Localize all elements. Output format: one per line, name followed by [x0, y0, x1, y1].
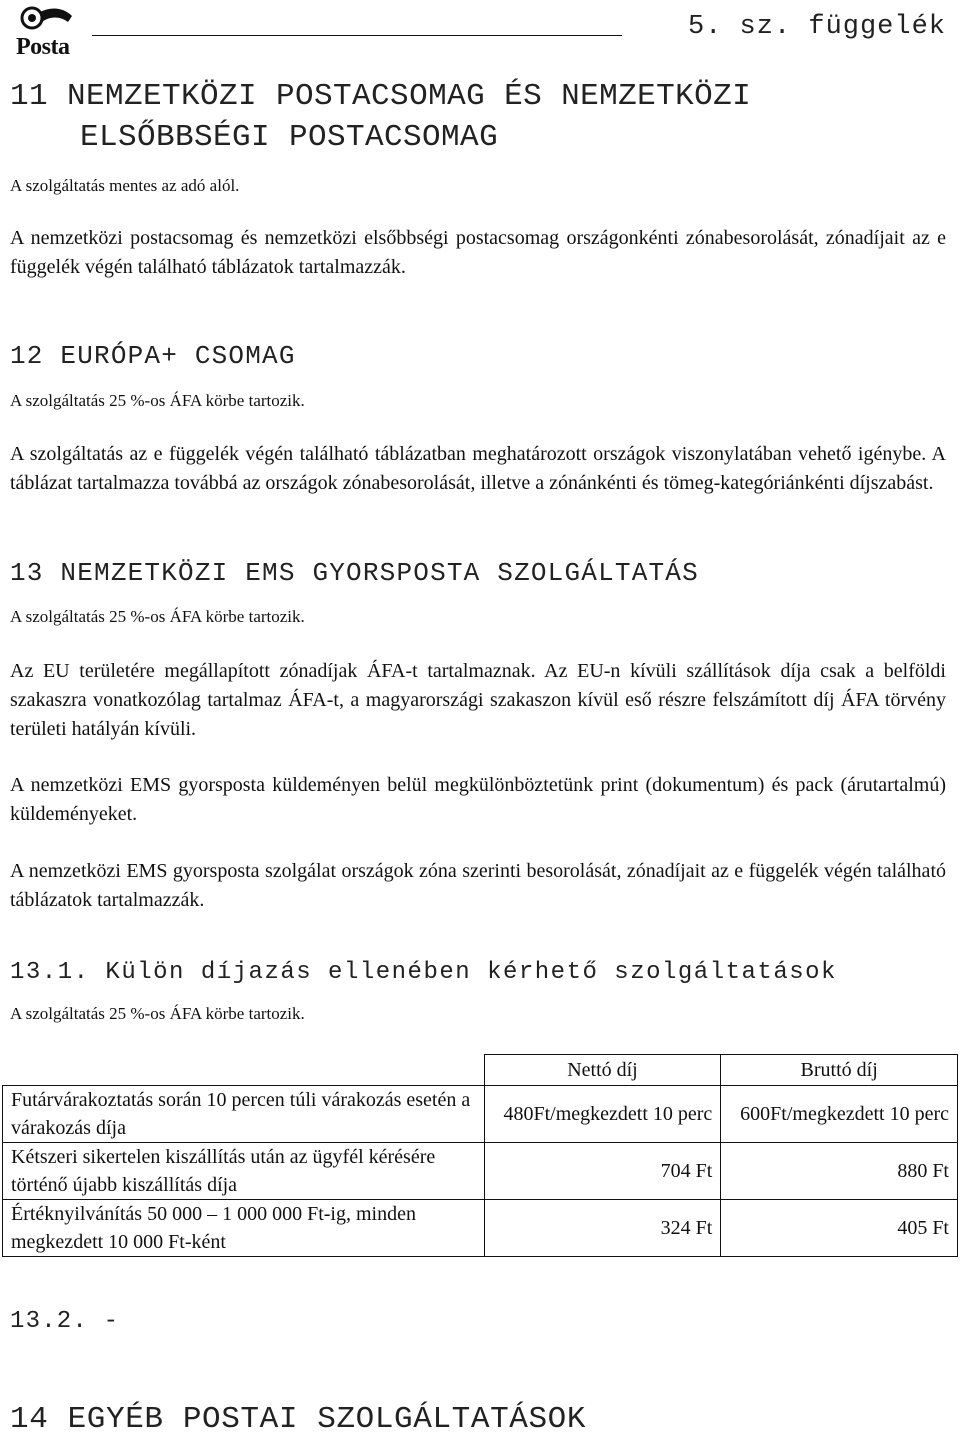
- table-cell-net: 480Ft/megkezdett 10 perc: [484, 1086, 721, 1143]
- section-14-title: 14 EGYÉB POSTAI SZOLGÁLTATÁSOK: [10, 1402, 587, 1437]
- table-header-gross: Bruttó díj: [721, 1055, 958, 1086]
- table-row: [3, 1086, 958, 1143]
- section-13-paragraph-1: Az EU területére megállapított zónadíjak ÁFA-t tartalmaznak. Az EU-n kívüli szállítások díja csak a belföldi szakaszra vonatkozólag tartalmaz ÁFA-t, a magyarországi szakaszon kívül eső részre felszámított díj ÁFA törvény területi hatályán kívüli.: [10, 660, 946, 740]
- table-header-row: [3, 1055, 958, 1086]
- header-rule: [92, 35, 622, 36]
- section-12-paragraph: A szolgáltatás az e függelék végén található táblázatban meghatározott országok viszonylatában vehető igénybe. A táblázat tartalmazza továbbá az országok zónabesorolását, illetve a zónánkénti és tömeg-kategóriánkénti díjszabást.: [10, 443, 946, 494]
- section-13-2-title: 13.2. -: [10, 1308, 120, 1335]
- section-13-paragraph-3: A nemzetközi EMS gyorsposta szolgálat országok zóna szerinti besorolását, zónadíjait az e függelék végén található táblázatok tartalmazzák.: [10, 860, 946, 911]
- table-cell-gross: 600Ft/megkezdett 10 perc: [721, 1086, 958, 1143]
- table-header-net: Nettó díj: [484, 1055, 721, 1086]
- table-row: [3, 1200, 958, 1257]
- section-13-title: 13 NEMZETKÖZI EMS GYORSPOSTA SZOLGÁLTATÁS: [10, 558, 699, 588]
- section-13-paragraph-2: A nemzetközi EMS gyorsposta küldeményen belül megkülönböztetünk print (dokumentum) és pack (árutartalmú) küldeményeket.: [10, 774, 946, 825]
- section-13-1-tax-note: A szolgáltatás 25 %-os ÁFA körbe tartozik.: [10, 1004, 305, 1023]
- table-cell-desc: Értéknyilvánítás 50 000 – 1 000 000 Ft-ig, minden megkezdett 10 000 Ft-ként: [3, 1200, 485, 1257]
- posta-logo: [8, 4, 78, 64]
- table-cell-desc: Futárvárakoztatás során 10 percen túli várakozás esetén a várakozás díja: [3, 1086, 485, 1143]
- section-11-tax-note: A szolgáltatás mentes az adó alól.: [10, 176, 240, 195]
- table-header-blank: [3, 1055, 485, 1086]
- section-13-tax-note: A szolgáltatás 25 %-os ÁFA körbe tartozik.: [10, 607, 305, 626]
- section-11-title: [10, 76, 751, 158]
- section-11-paragraph: A nemzetközi postacsomag és nemzetközi elsőbbségi postacsomag országonkénti zónabesorolását, zónadíjait az e függelék végén található táblázatok tartalmazzák.: [10, 227, 946, 278]
- section-13-1-title: 13.1. Külön díjazás ellenében kérhető szolgáltatások: [10, 959, 837, 986]
- posthorn-icon: [18, 4, 74, 34]
- section-12-tax-note: A szolgáltatás 25 %-os ÁFA körbe tartozik.: [10, 391, 305, 410]
- section-12-title: 12 EURÓPA+ CSOMAG: [10, 341, 296, 371]
- extra-services-fee-table: [2, 1054, 958, 1257]
- table-cell-net: 704 Ft: [484, 1143, 721, 1200]
- logo-text: Posta: [16, 34, 70, 60]
- table-cell-net: 324 Ft: [484, 1200, 721, 1257]
- table-cell-desc: Kétszeri sikertelen kiszállítás után az ügyfél kérésére történő újabb kiszállítás díja: [3, 1143, 485, 1200]
- section-11-title-line1: 11 NEMZETKÖZI POSTACSOMAG ÉS NEMZETKÖZI: [10, 79, 752, 114]
- section-11-title-line2: ELSŐBBSÉGI POSTACSOMAG: [80, 120, 499, 155]
- table-cell-gross: 405 Ft: [721, 1200, 958, 1257]
- table-cell-gross: 880 Ft: [721, 1143, 958, 1200]
- appendix-label: 5. sz. függelék: [687, 12, 946, 42]
- table-row: [3, 1143, 958, 1200]
